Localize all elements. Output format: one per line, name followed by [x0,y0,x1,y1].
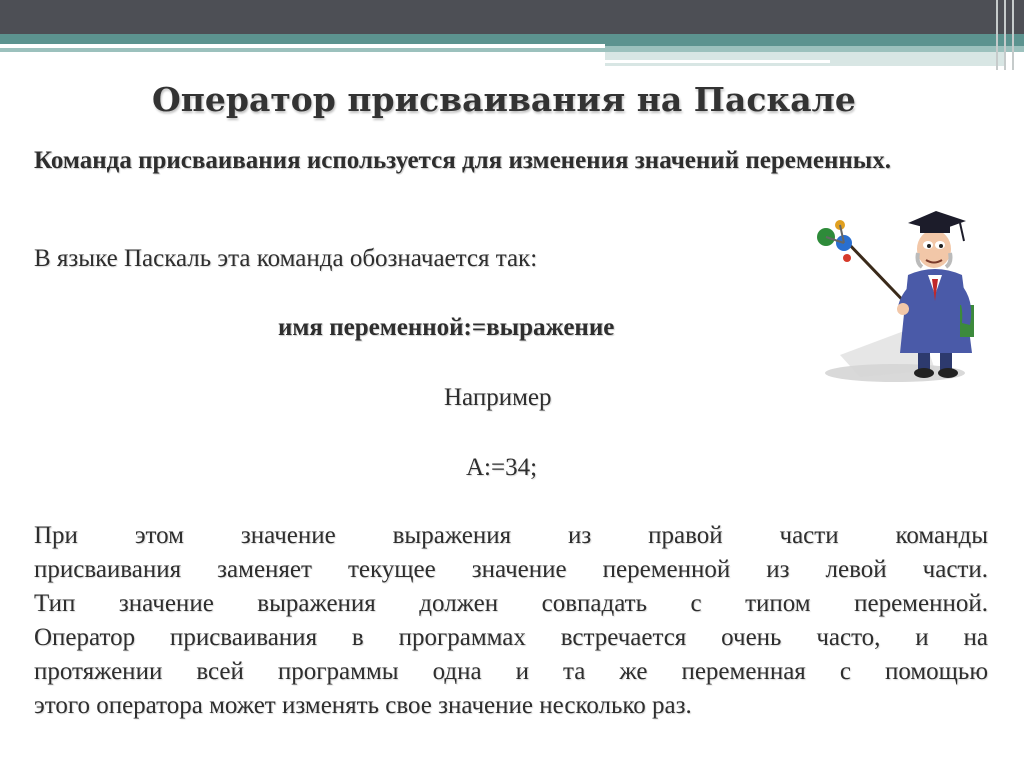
header-vertical-line [1012,0,1014,70]
header-vertical-line [1004,0,1006,70]
explanation-line: Тип значение выражения должен совпадать с типом переменной. [34,590,988,617]
header-right-band [605,52,1005,66]
explanation-paragraph [34,519,988,723]
explanation-line: протяжении всей программы одна и та же переменная с помощью [34,658,988,685]
intro-paragraph: Команда присваивания используется для изменения значений переменных. [34,147,892,174]
slide-title: Оператор присваивания на Паскале [152,80,856,119]
header-right-strip [605,60,830,63]
notation-paragraph: В языке Паскаль эта команда обозначается так: [34,245,538,272]
professor-with-pointer-icon [800,205,1005,385]
explanation-line: присваивания заменяет текущее значение переменной из левой части. [34,556,988,583]
explanation-line: При этом значение выражения из правой части команды [34,522,988,549]
example-code: A:=34; [466,454,538,481]
explanation-line: Оператор присваивания в программах встречается очень часто, и на [34,624,988,651]
assignment-syntax: имя переменной:=выражение [278,314,615,341]
header-vertical-line [996,0,998,70]
explanation-line: этого оператора может изменять свое значение несколько раз. [34,692,692,719]
header-band [0,0,1024,34]
header-divider-strip [0,44,605,48]
example-label: Например [444,384,552,411]
